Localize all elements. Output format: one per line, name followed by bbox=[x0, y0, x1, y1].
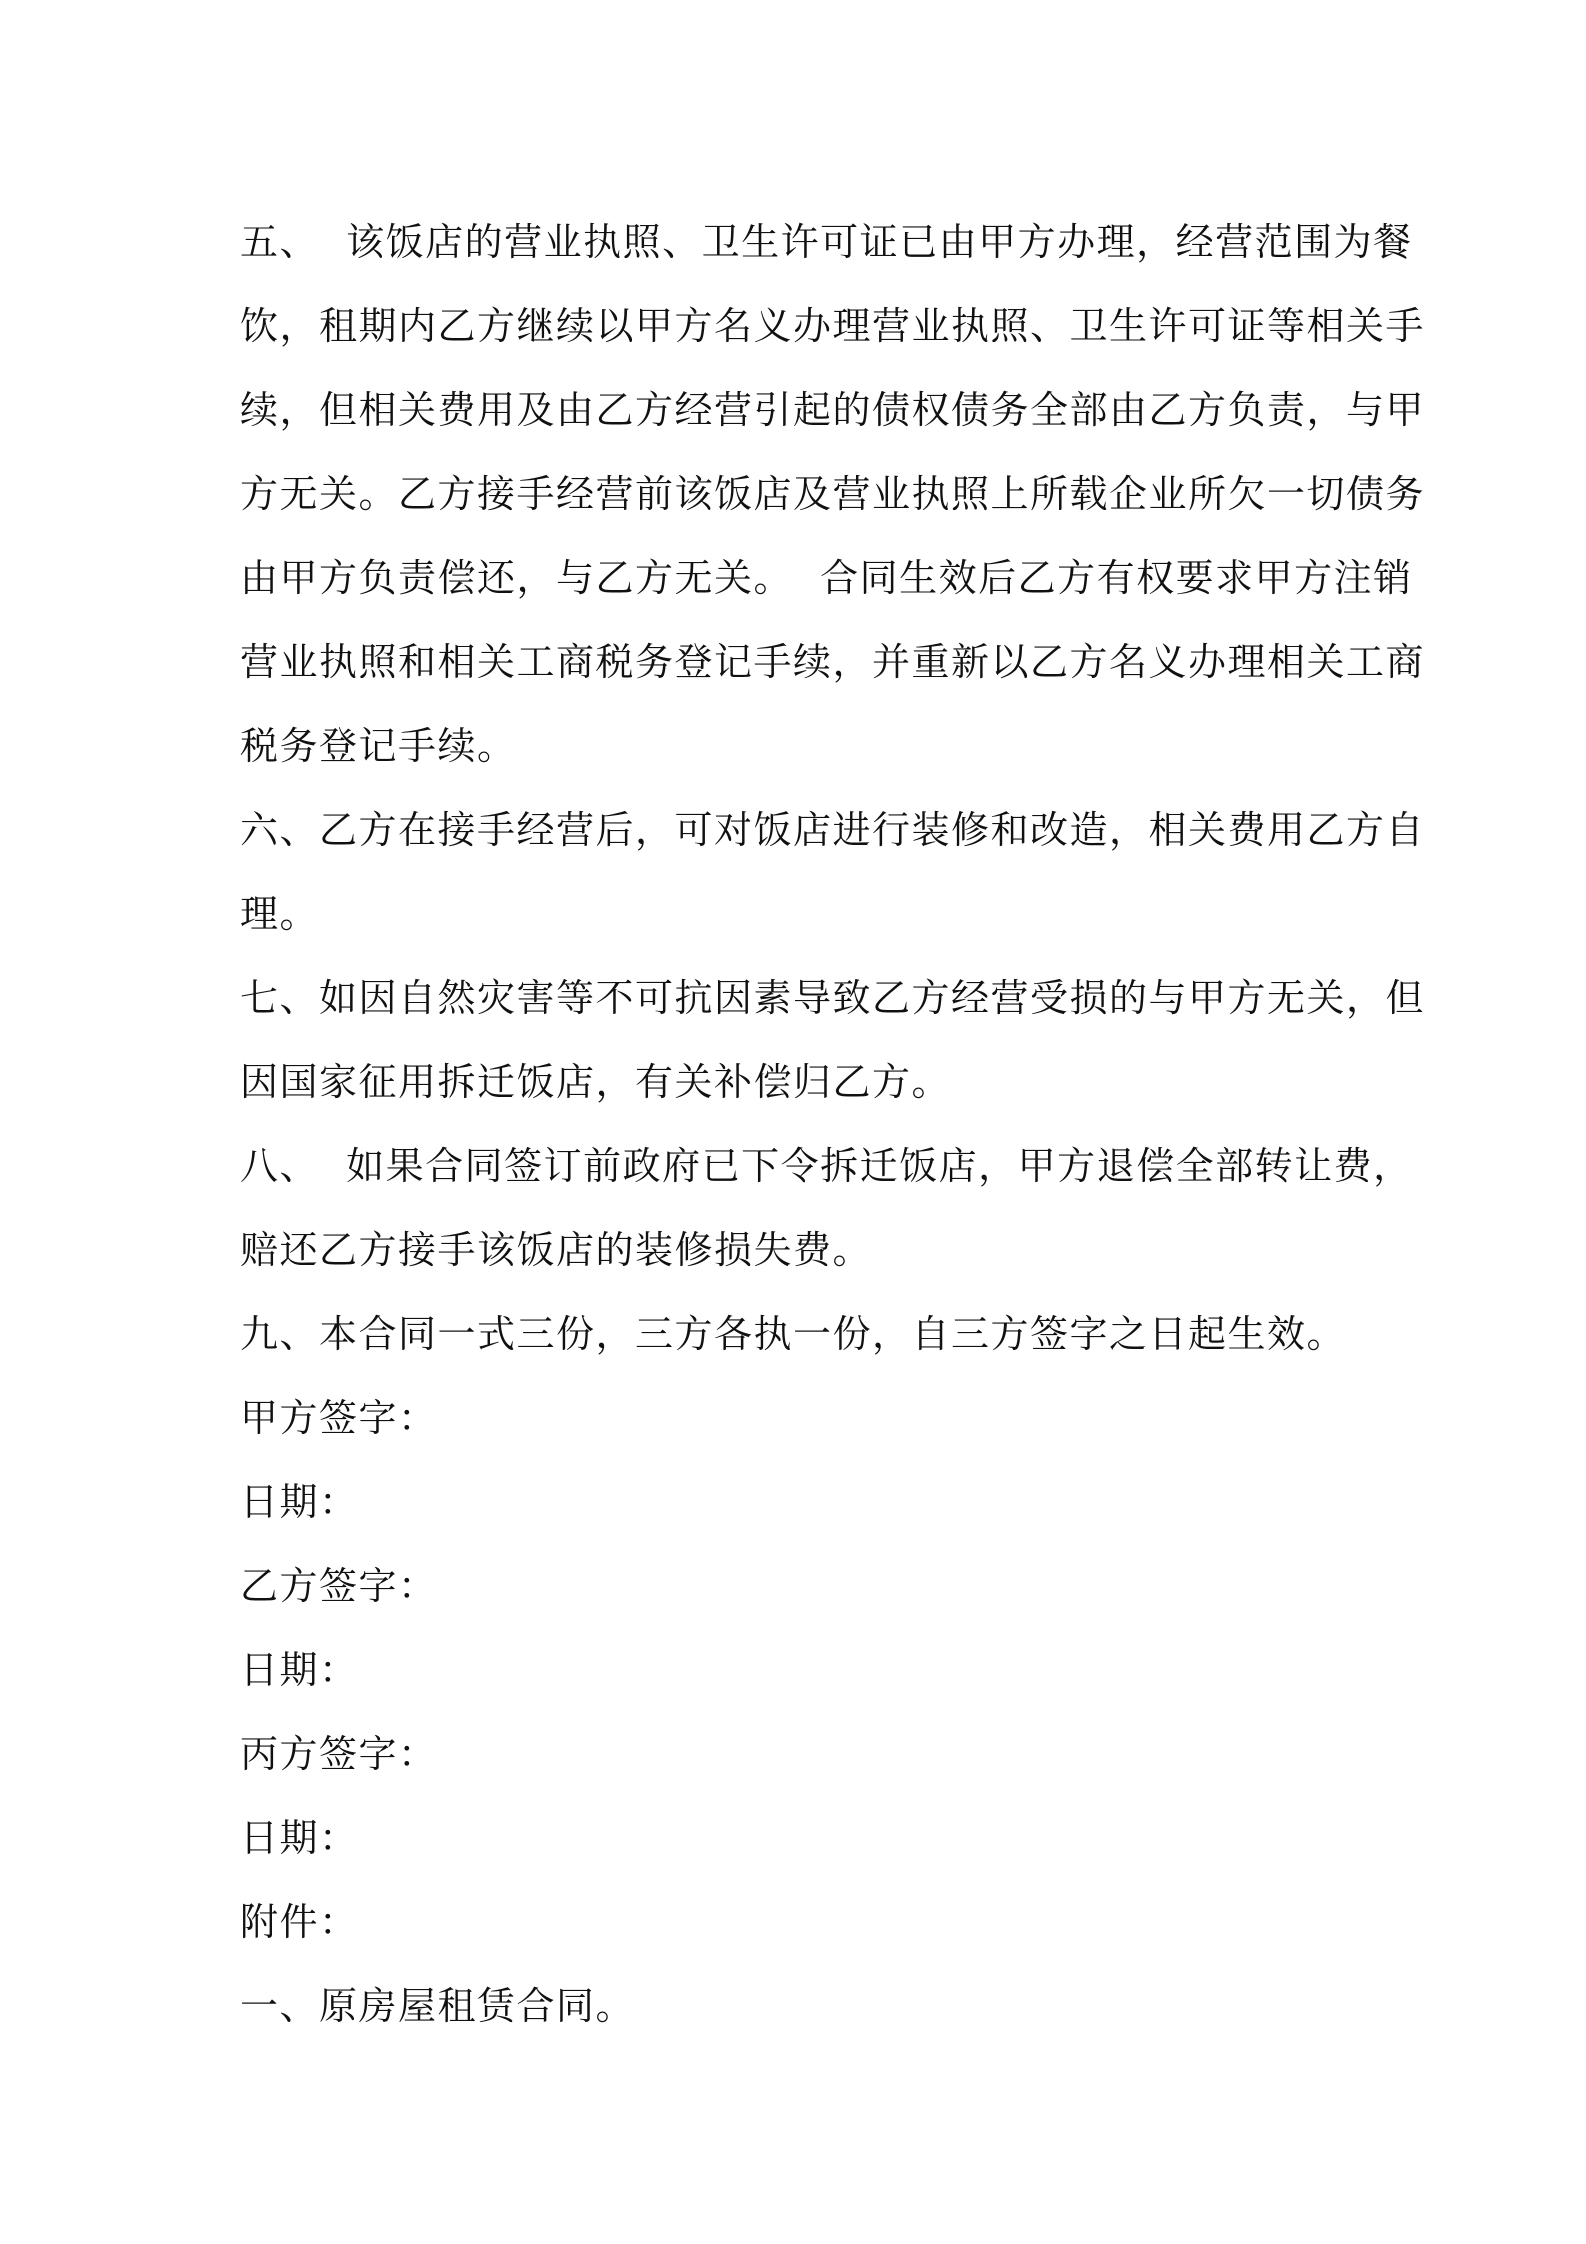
clause-5-line-1: 五、 该饭店的营业执照、卫生许可证已由甲方办理，经营范围为餐 bbox=[240, 220, 1413, 264]
clause-5-line-5: 由甲方负责偿还，与乙方无关。 合同生效后乙方有权要求甲方注销 bbox=[240, 556, 1413, 600]
clause-8-line-2: 赔还乙方接手该饭店的装修损失费。 bbox=[240, 1228, 873, 1272]
clause-8-line-1: 八、 如果合同签订前政府已下令拆迁饭店，甲方退偿全部转让费， bbox=[240, 1144, 1413, 1188]
party-c-signature-label: 丙方签字： bbox=[240, 1732, 438, 1776]
clause-6-line-2: 理。 bbox=[240, 892, 320, 936]
party-c-date-label: 日期： bbox=[240, 1816, 359, 1860]
clause-7-line-2: 因国家征用拆迁饭店，有关补偿归乙方。 bbox=[240, 1060, 952, 1104]
clause-5-line-3: 续，但相关费用及由乙方经营引起的债权债务全部由乙方负责，与甲 bbox=[240, 388, 1426, 432]
document-body bbox=[240, 200, 1426, 2048]
party-b-date-label: 日期： bbox=[240, 1648, 359, 1692]
attachment-item-1: 一、原房屋租赁合同。 bbox=[240, 1984, 636, 2028]
attachments-label: 附件： bbox=[240, 1900, 359, 1944]
clause-5-line-6: 营业执照和相关工商税务登记手续，并重新以乙方名义办理相关工商 bbox=[240, 640, 1426, 684]
clause-9-line-1: 九、本合同一式三份，三方各执一份，自三方签字之日起生效。 bbox=[240, 1312, 1347, 1356]
clause-7-line-1: 七、如因自然灾害等不可抗因素导致乙方经营受损的与甲方无关，但 bbox=[240, 976, 1426, 1020]
party-b-signature-label: 乙方签字： bbox=[240, 1564, 438, 1608]
clause-5-line-2: 饮，租期内乙方继续以甲方名义办理营业执照、卫生许可证等相关手 bbox=[240, 304, 1426, 348]
party-a-date-label: 日期： bbox=[240, 1480, 359, 1524]
party-a-signature-label: 甲方签字： bbox=[240, 1396, 438, 1440]
clause-5-line-4: 方无关。乙方接手经营前该饭店及营业执照上所载企业所欠一切债务 bbox=[240, 472, 1426, 516]
clause-6-line-1: 六、乙方在接手经营后，可对饭店进行装修和改造，相关费用乙方自 bbox=[240, 808, 1426, 852]
clause-5-line-7: 税务登记手续。 bbox=[240, 724, 517, 768]
